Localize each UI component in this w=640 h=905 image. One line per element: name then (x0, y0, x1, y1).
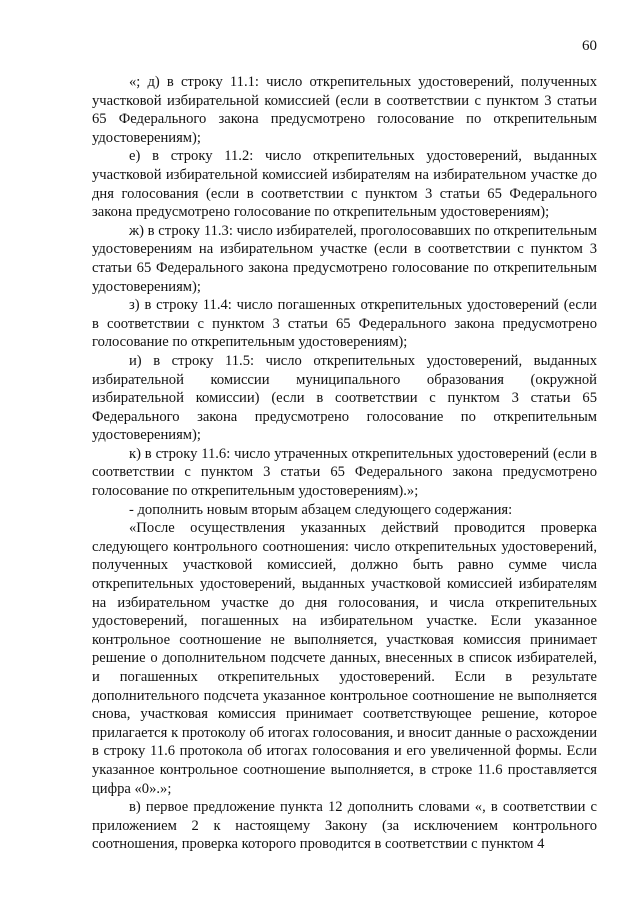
paragraph-item-z: з) в строку 11.4: число погашенных открепительных удостоверений (если в соответствии с пунктом 3 статьи 65 Федерального закона предусмотрено голосование по открепительным удостоверениям); (92, 297, 597, 351)
paragraph-item-zh: ж) в строку 11.3: число избирателей, проголосовавших по открепительным удостоверениям на избирательном участке (если в соответствии с пунктом 3 статьи 65 Федерального закона предусмотрено голосование по открепительным удостоверениям); (92, 222, 597, 295)
paragraph-item-d: «; д) в строку 11.1: число открепительных удостоверений, полученных участковой избирательной комиссией (если в соответствии с пунктом 3 статьи 65 Федерального закона предусмотрено голосование по открепительным удостоверениям); (92, 74, 597, 146)
paragraph-control-ratio: «После осуществления указанных действий проводится проверка следующего контрольного соотношения: число открепительных удостоверений, полученных участковой комиссией, должно быть равно сумме числа открепительных удостоверений, выданных участковой комиссией избирателям на избирательном участке до дня голосования, и числа открепительных удостоверений, погашенных на избирательном участке. Если указанное контрольное соотношение не выполняется, участковая комиссия принимает решение о дополнительном подсчете данных, внесенных в список избирателей, и погашенных открепительных удостоверений. Если в результате дополнительного подсчета указанное контрольное соотношение не выполняется снова, участковая комиссия принимает соответствующее решение, которое прилагается к протоколу об итогах голосования, и вносит данные о расхождении в строку 11.6 протокола об итогах голосования и его увеличенной формы. Если указанное контрольное соотношение выполняется, в строке 11.6 проставляется цифра «0».»; (92, 520, 597, 797)
paragraph-item-k: к) в строку 11.6: число утраченных открепительных удостоверений (если в соответствии с пунктом 3 статьи 65 Федерального закона предусмотрено голосование по открепительным удостоверениям).»; (92, 445, 597, 500)
paragraph-item-v: в) первое предложение пункта 12 дополнить словами «, в соответствии с приложением 2 к настоящему Закону (за исключением контрольного соотношения, проверка которого проводится в соответствии с пунктом 4 (92, 799, 597, 853)
paragraph-item-i: и) в строку 11.5: число открепительных удостоверений, выданных избирательной комиссии муниципального образования (окружной избирательной комиссии) (если в соответствии с пунктом 3 статьи 65 Федерального закона предусмотрено голосование по открепительным удостоверениям); (92, 352, 597, 444)
paragraph-item-e: е) в строку 11.2: число открепительных удостоверений, выданных участковой избирательной комиссией избирателям на избирательном участке до дня голосования (если в соответствии с пунктом 3 статьи 65 Федерального закона предусмотрено голосование по открепительным удостоверениям); (92, 148, 597, 221)
document-body (92, 73, 597, 854)
page-number: 60 (582, 38, 597, 54)
paragraph-add-second-paragraph: - дополнить новым вторым абзацем следующего содержания: (129, 501, 513, 518)
